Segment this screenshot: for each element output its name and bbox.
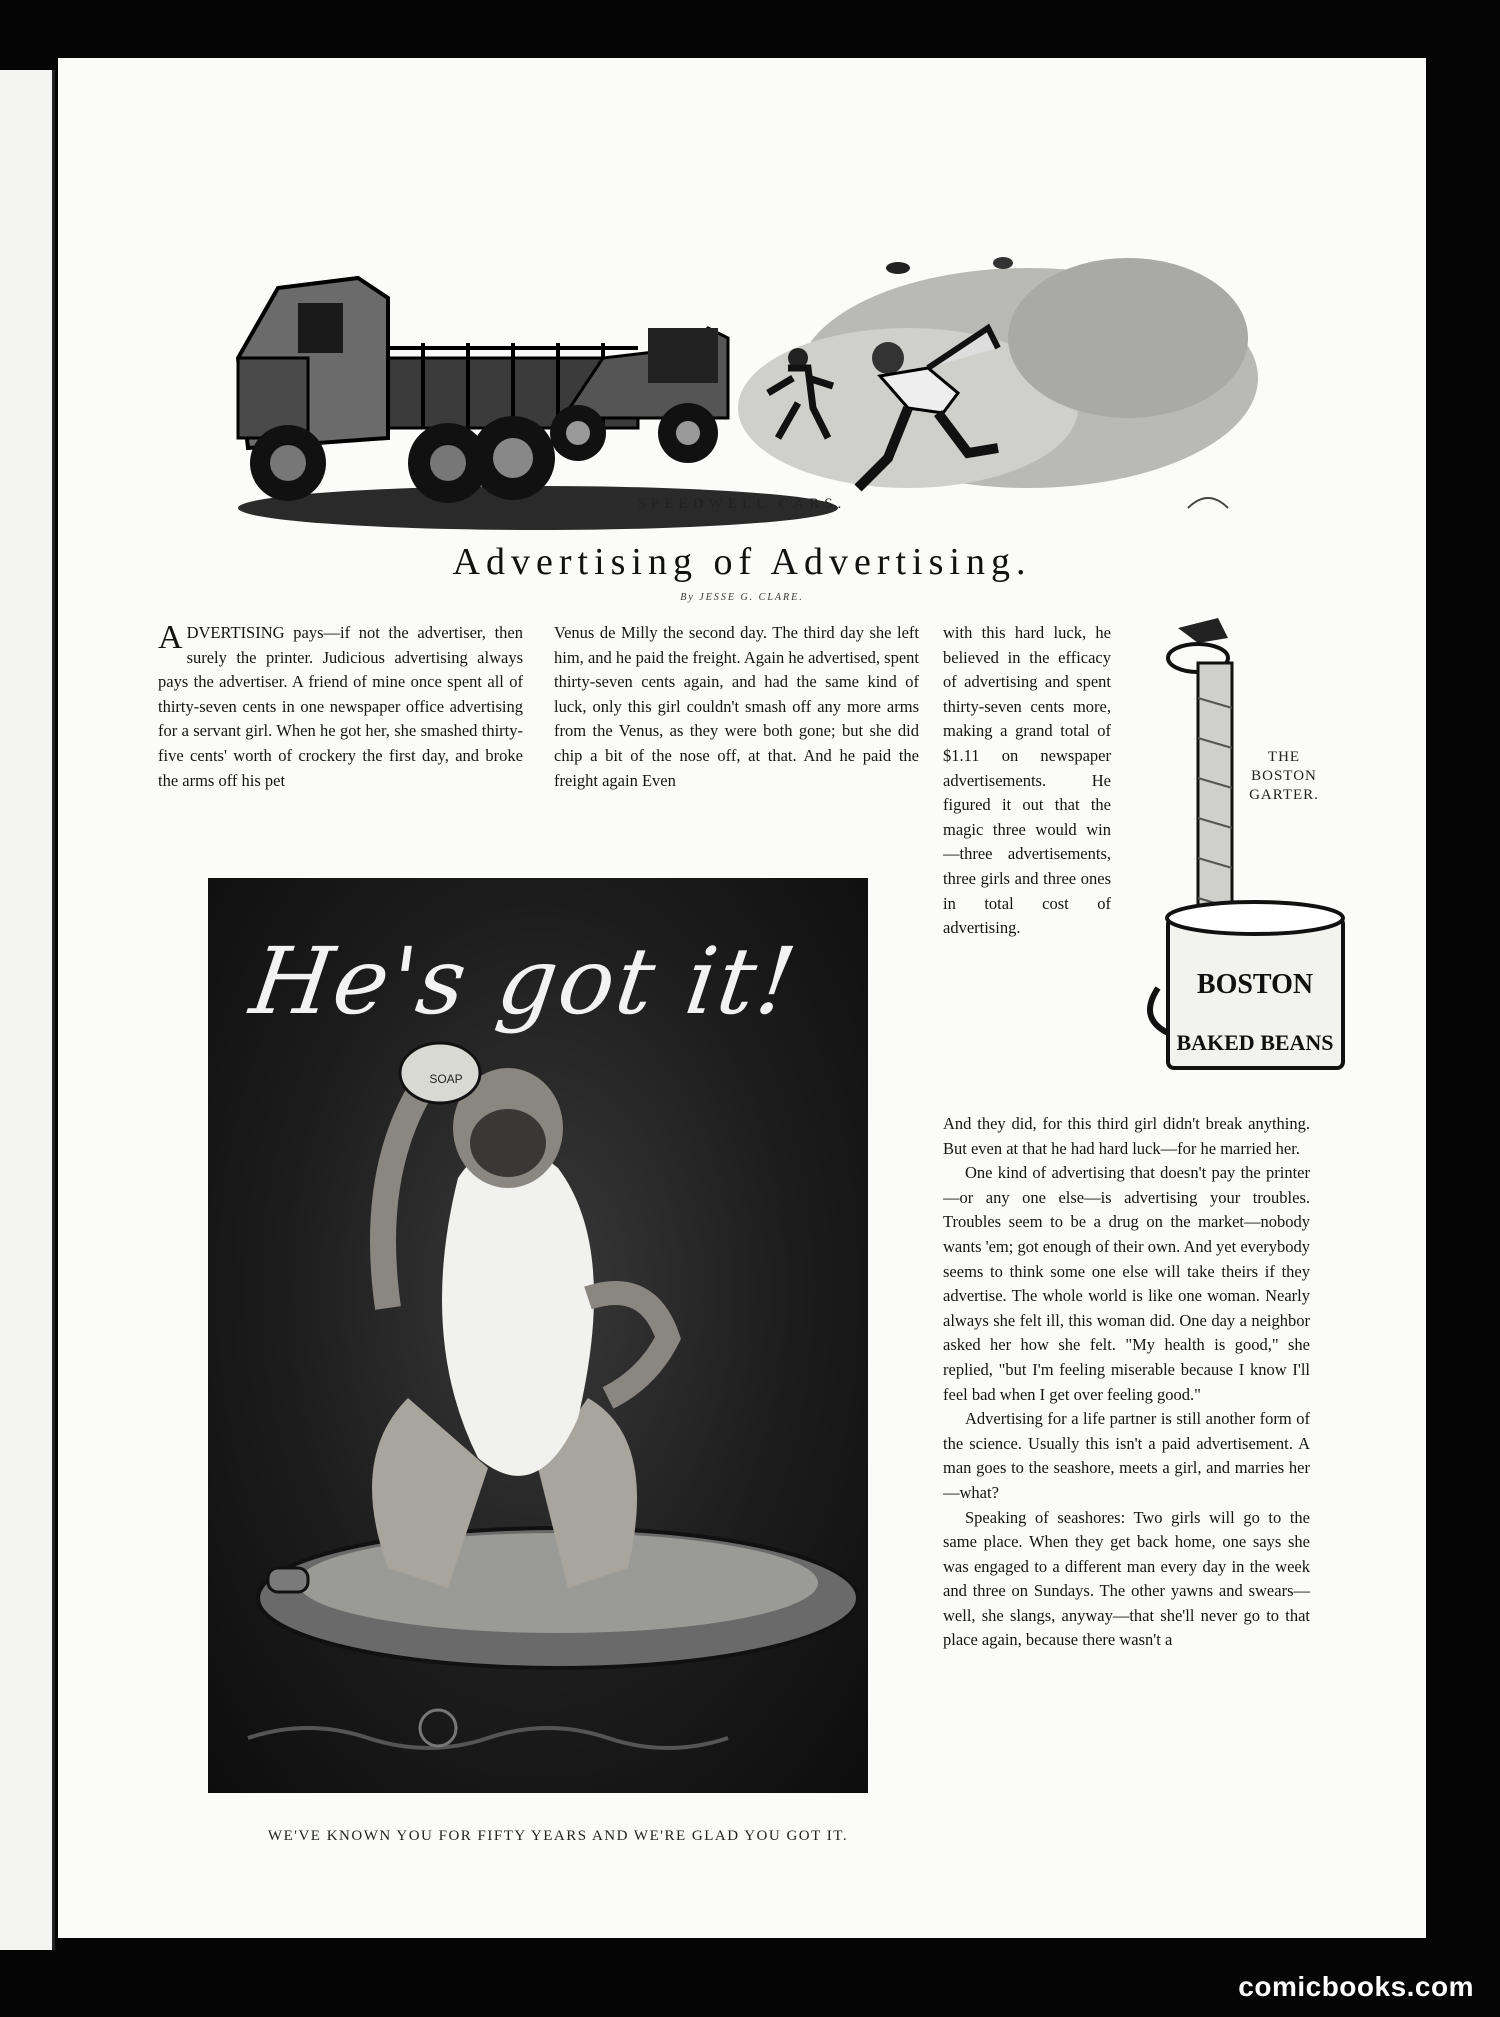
garter-caption-line: BOSTON (1251, 768, 1317, 784)
article-title: Advertising of Advertising. (452, 541, 1032, 583)
garter-caption (1234, 748, 1334, 805)
drop-cap: A (158, 619, 183, 656)
watermark: comicbooks.com (1238, 1971, 1474, 2002)
magazine-page (58, 58, 1426, 1938)
garter-caption-line: GARTER. (1249, 787, 1319, 803)
section-label: SPEEDWELL CARS. (637, 496, 847, 512)
column-2 (554, 621, 919, 793)
soap-bar-label: SOAP (429, 1072, 463, 1086)
boston-garter-illustration (1118, 618, 1408, 1088)
column-3-paragraph: One kind of advertising that doesn't pay the printer—or any one else—is advertising your troubles. Troubles seem to be a drug on the market—nobody wants 'em; got enough of their own. And yet everybody seems to think some one else will take theirs if they advertise. The whole world is like one woman. Nearly always she felt ill, this woman did. One day a neighbor asked her how she felt. "My health is good," she replied, "but I'm feeling miserable because I know I'll feel bad when I get over feeling good." (943, 1163, 1310, 1404)
left-page-edge (0, 70, 55, 1950)
column-3-narrow (943, 621, 1111, 941)
column-2-text: Venus de Milly the second day. The third day she left him, and he paid the freight. Again he advertised, spent thirty-seven cents again, and had the same kind of luck, only this girl couldn't smash off any more arms from the Venus, as they were both gone; but she did chip a bit of the nose off, at that. And he paid the freight again Even (554, 623, 919, 790)
can-label-top: BOSTON (1196, 969, 1314, 1000)
column-3-paragraph: Speaking of seashores: Two girls will go to the same place. When they get back home, one says she was engaged to a different man every day in the week and three on Sundays. The other yawns and swears—well, she slangs, anyway—that she'll never go to that place again, because there wasn't a (943, 1507, 1310, 1650)
column-3 (943, 1112, 1310, 1653)
soap-ad-caption: WE'VE KNOWN YOU FOR FIFTY YEARS AND WE'RE GLAD YOU GOT IT. (267, 1828, 849, 1844)
byline: By JESSE G. CLARE. (680, 592, 804, 603)
garter-caption-line: THE (1267, 749, 1301, 765)
old-man-in-washtub-illustration (208, 878, 868, 1793)
can-label-bottom: BAKED BEANS (1176, 1030, 1334, 1055)
column-3-paragraph: And they did, for this third girl didn't break anything. But even at that he had hard luck—for he married her. (943, 1114, 1310, 1158)
column-1-text: DVERTISING pays—if not the advertiser, then surely the printer. Judicious advertising always pays the advertiser. A friend of mine once spent all of thirty-seven cents in one newspaper office advertising for a servant girl. When he got her, she smashed thirty-five cents' worth of crockery the first day, and broke the arms off his pet (158, 623, 523, 790)
column-3-narrow-text: with this hard luck, he believed in the efficacy of advertising and spent thirty-seven cents more, making a grand total of $1.11 on newspaper advertisements. He figured it out that the magic three would win—three advertisements, three girls and three ones in total cost of advertising. (943, 623, 1111, 938)
column-3-paragraph: Advertising for a life partner is still another form of the science. Usually this isn't a paid advertisement. A man goes to the seashore, meets a girl, and marries her—what? (943, 1409, 1310, 1502)
soap-slogan: He's got it! (244, 928, 804, 1035)
column-1 (158, 621, 523, 793)
column-1-paragraph (158, 621, 523, 793)
soap-advertisement (208, 878, 868, 1793)
